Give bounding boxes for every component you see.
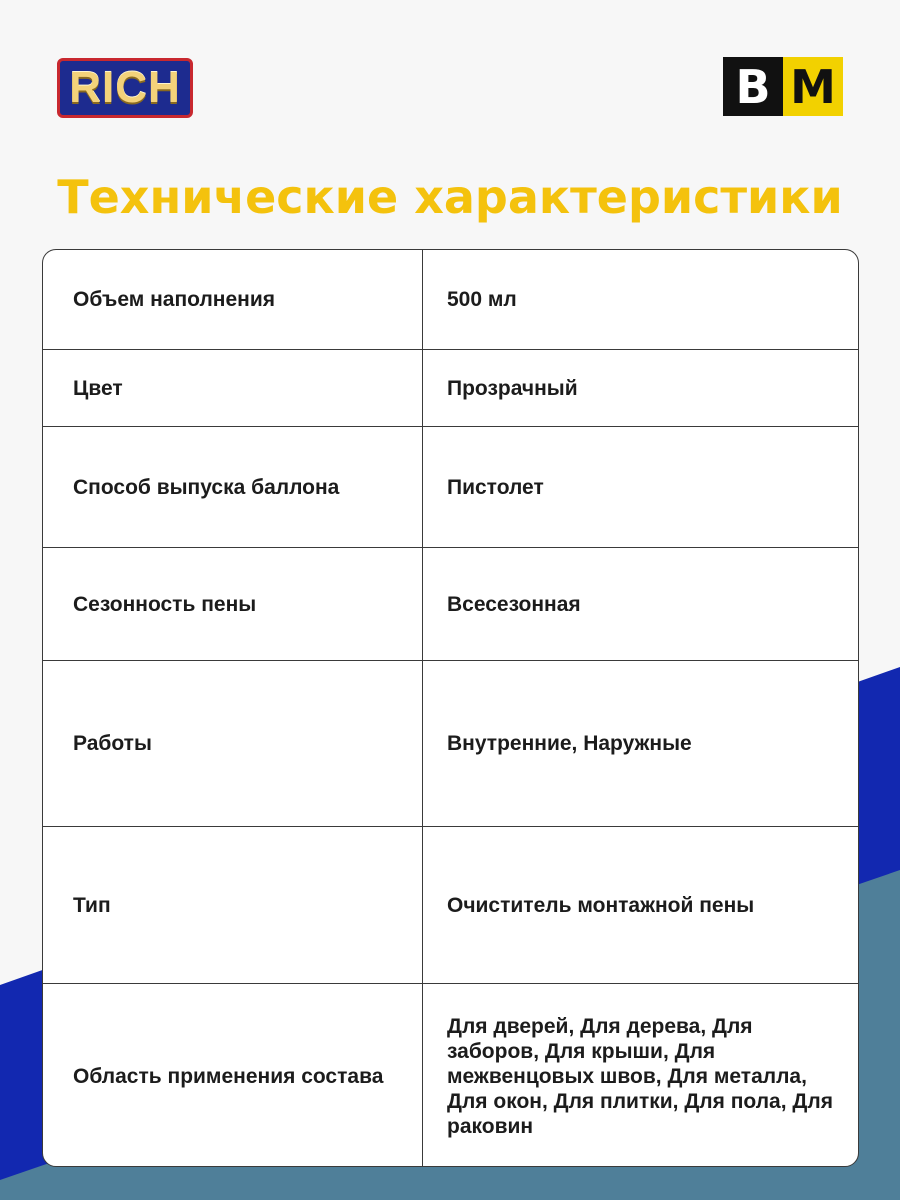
spec-value: Очиститель монтажной пены [447, 893, 755, 917]
spec-value: Прозрачный [447, 376, 578, 400]
bm-logo-m: M [783, 57, 843, 116]
spec-label: Тип [43, 827, 423, 983]
bm-logo [723, 57, 843, 116]
page-title: Технические характеристики [57, 170, 843, 224]
spec-row-release-method [43, 427, 858, 548]
spec-row-application-area [43, 984, 858, 1167]
spec-label: Сезонность пены [43, 548, 423, 660]
spec-row-color [43, 350, 858, 427]
spec-row-volume [43, 250, 858, 350]
spec-value: Для дверей, Для дерева, Для заборов, Для крыши, Для межвенцовых швов, Для металла, Для окон, Для плитки, Для пола, Для раковин [447, 1014, 833, 1138]
bm-logo-b: B [723, 57, 783, 116]
spec-label: Цвет [43, 350, 423, 426]
spec-value: Внутренние, Наружные [447, 732, 692, 755]
spec-value: Пистолет [447, 475, 544, 499]
spec-value: Всесезонная [447, 592, 581, 616]
rich-logo-text: RICH [69, 63, 181, 112]
spec-row-type [43, 827, 858, 984]
spec-row-seasonality [43, 548, 858, 661]
spec-row-works [43, 661, 858, 827]
spec-table [42, 249, 859, 1167]
rich-logo [57, 58, 193, 118]
spec-value: 500 мл [447, 288, 517, 311]
spec-label: Область применения состава [43, 984, 423, 1167]
spec-label: Способ выпуска баллона [43, 427, 423, 547]
spec-label: Работы [43, 661, 423, 826]
spec-label: Объем наполнения [43, 250, 423, 349]
